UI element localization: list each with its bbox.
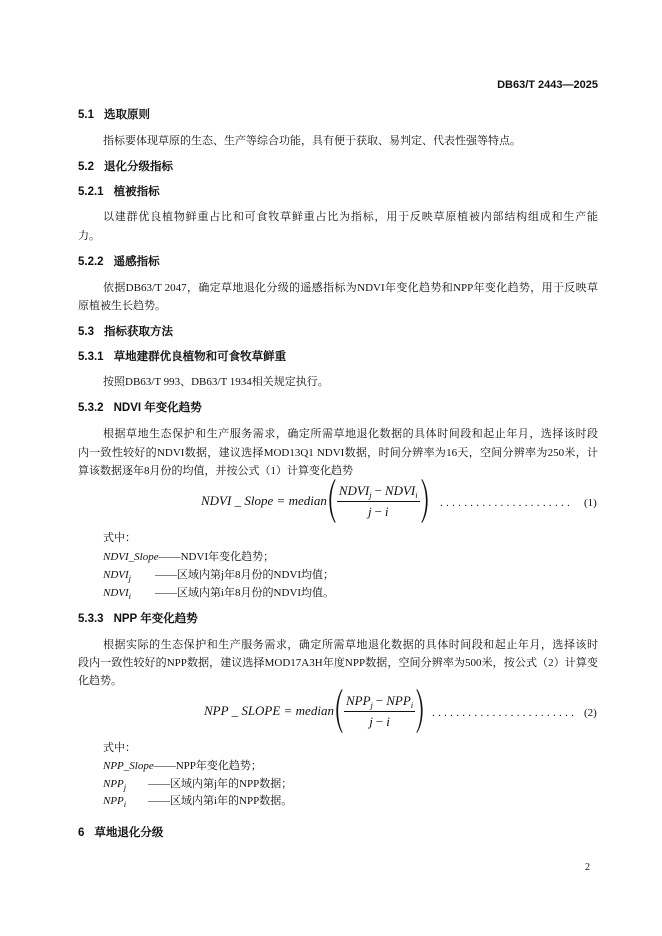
left-paren: [334, 688, 343, 734]
left-paren: [327, 478, 336, 524]
section-heading-5-1: [78, 108, 150, 122]
body-line: 原植被生长趋势。: [78, 300, 166, 312]
definition-line: [103, 777, 292, 791]
fraction-numerator: [344, 693, 415, 712]
section-number: 5.2: [78, 161, 94, 173]
section-title: 植被指标: [113, 186, 160, 198]
numerator-term-a: NPP: [345, 692, 371, 708]
formula-equals: =: [284, 703, 292, 718]
section-heading-5-2: [78, 160, 173, 174]
page-number: 2: [585, 862, 590, 873]
numerator-term-a: NDVI: [338, 482, 370, 498]
formula-function: median: [288, 493, 327, 508]
section-number: 5.3: [78, 326, 94, 338]
section-heading-5-3-1: [78, 350, 286, 364]
definition-desc: ——区域内第j年8月份的NDVI均值；: [155, 569, 335, 581]
section-title: 草地建群优良植物和可食牧草鲜重: [113, 351, 287, 363]
section-number: 5.3.3: [78, 613, 104, 625]
section-number: 5.3.2: [78, 402, 104, 414]
denominator-minus: −: [374, 503, 382, 519]
formula-1: [201, 478, 430, 524]
section-heading-5-2-2: [78, 255, 160, 269]
fraction-denominator: [368, 502, 389, 520]
definition-line: [103, 586, 334, 600]
symbol-base: NPP: [103, 795, 124, 807]
definition-symbol: [103, 777, 148, 791]
denominator-term-a: j: [367, 503, 372, 519]
symbol-sub: i: [128, 591, 132, 601]
symbol-sub: j: [128, 573, 132, 583]
section-title: 遥感指标: [113, 256, 160, 268]
numerator-term-b: NPP: [386, 692, 411, 708]
where-label: 式中：: [103, 742, 136, 754]
section-heading-5-3-3: [78, 612, 198, 626]
denominator-term-b: i: [384, 503, 389, 519]
formula-2: [204, 688, 425, 734]
definition-symbol: [103, 568, 155, 582]
denominator-term-b: i: [386, 713, 390, 729]
body-line: 化趋势。: [78, 675, 122, 687]
definition-line: [103, 794, 292, 808]
section-title: 草地退化分级: [94, 827, 164, 839]
denominator-minus: −: [375, 713, 384, 729]
body-line: 内一致性较好的NDVI数据，建议选择MOD13Q1 NDVI数据，时间分辨率为16天，空间分辨率为250米，计: [78, 447, 598, 459]
body-line: 按照DB63/T 993、DB63/T 1934相关规定执行。: [103, 376, 329, 388]
definition-line: [103, 759, 262, 773]
definition-symbol: [103, 794, 148, 808]
numerator-sub-a: j: [369, 489, 372, 500]
body-line: 根据草地生态保护和生产服务需求，确定所需草地退化数据的具体时间段和起止年月，选择该时段: [103, 428, 598, 440]
numerator-term-b: NDVI: [384, 482, 416, 498]
numerator-sub-b: i: [410, 699, 414, 710]
numerator-sub-b: i: [415, 489, 418, 500]
definition-line: [103, 550, 274, 564]
section-title: NPP 年变化趋势: [113, 613, 198, 625]
body-line: 段内一致性较好的NPP数据，建议选择MOD17A3H年度NPP数据，空间分辨率为500米，按公式（2）计算变: [78, 657, 598, 669]
symbol-base: NDVI: [103, 587, 129, 599]
equation-number: (2): [584, 707, 597, 719]
formula-lhs: NDVI _ Slope: [201, 493, 274, 508]
denominator-term-a: j: [369, 713, 373, 729]
section-title: 选取原则: [104, 109, 150, 121]
definition-symbol: [103, 586, 155, 600]
numerator-minus: −: [374, 482, 382, 498]
section-number: 5.3.1: [78, 351, 104, 363]
document-code-header: DB63/T 2443—2025: [497, 79, 598, 91]
numerator-minus: −: [375, 692, 384, 708]
fraction-numerator: [337, 483, 420, 502]
definition-desc: ——NPP年变化趋势；: [153, 760, 262, 772]
body-line: 根据实际的生态保护和生产服务需求，确定所需草地退化数据的具体时间段和起止年月，选择该时: [103, 639, 598, 651]
section-heading-5-3-2: [78, 401, 202, 415]
symbol-sub: i: [123, 799, 127, 809]
definition-symbol: NPP_Slope: [103, 760, 154, 772]
equation-number: (1): [584, 497, 597, 509]
section-number: 5.1: [78, 109, 94, 121]
body-line: 以建群优良植物鲜重占比和可食牧草鲜重占比为指标，用于反映草原植被内部结构组成和生产能: [103, 211, 598, 223]
section-heading-5-2-1: [78, 185, 160, 199]
body-line: 依据DB63/T 2047，确定草地退化分级的遥感指标为NDVI年变化趋势和NPP年变化趋势，用于反映草: [103, 282, 598, 294]
definition-desc: ——NDVI年变化趋势；: [158, 551, 275, 563]
right-paren: [416, 688, 425, 734]
definition-symbol: NDVI_Slope: [103, 551, 159, 563]
fraction-denominator: [369, 712, 390, 730]
section-number: 5.2.1: [78, 186, 104, 198]
section-title: NDVI 年变化趋势: [113, 402, 202, 414]
section-number: 5.2.2: [78, 256, 104, 268]
definition-line: [103, 568, 334, 582]
section-title: 指标获取方法: [104, 326, 173, 338]
body-line: 力。: [78, 230, 100, 242]
formula-function: median: [295, 703, 334, 718]
symbol-sub: j: [123, 782, 127, 792]
section-heading-5-3: [78, 325, 173, 339]
definition-desc: ——区域内第i年8月份的NDVI均值。: [155, 587, 335, 599]
body-line: 算该数据逐年8月份的均值，并按公式（1）计算变化趋势: [78, 465, 353, 477]
leader-dots: ......................: [440, 497, 574, 509]
right-paren: [421, 478, 430, 524]
leader-dots: ........................: [432, 707, 578, 719]
where-label: 式中：: [103, 532, 136, 544]
body-line: 指标要体现草原的生态、生产等综合功能，具有便于获取、易判定、代表性强等特点。: [103, 135, 521, 147]
numerator-sub-a: j: [370, 699, 373, 710]
section-heading-6: [78, 826, 163, 840]
formula-lhs: NPP _ SLOPE: [204, 703, 281, 718]
formula-equals: =: [277, 493, 285, 508]
symbol-base: NDVI: [103, 569, 129, 581]
symbol-base: NPP: [103, 778, 124, 790]
fraction: [344, 693, 415, 730]
section-title: 退化分级指标: [104, 161, 173, 173]
section-number: 6: [78, 827, 85, 839]
definition-desc: ——区域内第j年的NPP数据；: [148, 778, 293, 790]
definition-desc: ——区域内第i年的NPP数据。: [148, 795, 293, 807]
fraction: [337, 483, 420, 520]
